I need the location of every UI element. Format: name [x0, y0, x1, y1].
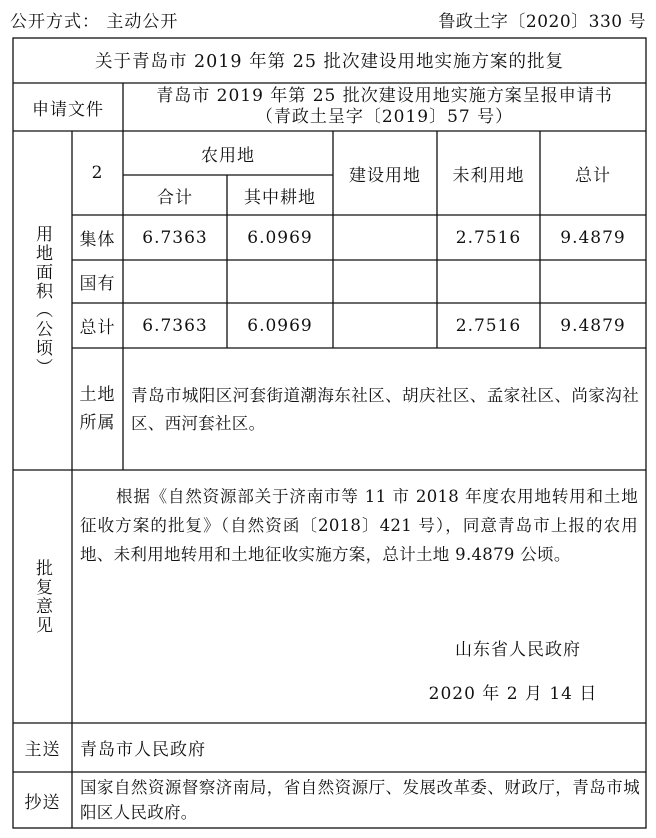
- table-cell: [123, 260, 227, 303]
- table-cell: 6.7363: [142, 227, 208, 248]
- row-label-state-owned: 国有: [79, 274, 116, 294]
- application-label: 申请文件: [32, 99, 104, 120]
- table-cell: 6.7363: [142, 315, 208, 336]
- row-label-collective: 集体: [79, 230, 116, 250]
- ownership-text: 青岛市城阳区河套街道潮海东社区、胡庆社区、孟家社区、尚家沟社区、西河套社区。: [131, 386, 639, 433]
- ownership-label-line-2: 所属: [79, 413, 116, 433]
- disclosure-method: 公开方式： 主动公开: [10, 12, 179, 32]
- col-header-unused: 未利用地: [452, 165, 525, 186]
- table-cell: 2.7516: [455, 315, 522, 336]
- application-line-2: （青政土呈字〔2019〕57 号）: [255, 107, 514, 127]
- document-title: 关于青岛市 2019 年第 25 批次建设用地实施方案的批复: [94, 52, 565, 72]
- document-number: 鲁政土字〔2020〕330 号: [438, 12, 646, 32]
- table-cell: 9.4879: [560, 227, 626, 248]
- main-recipient-text: 青岛市人民政府: [80, 740, 206, 760]
- approval-side-label: [13, 470, 72, 723]
- table-cell: 2.7516: [455, 227, 522, 248]
- col-header-total: 总计: [575, 165, 611, 186]
- table-cell: 9.4879: [560, 315, 626, 336]
- row-label-total: 总计: [79, 318, 116, 338]
- approval-text: 根据《自然资源部关于济南市等 11 市 2018 年度农用地转用和土地征收方案的批复》（自然资函〔2018〕421 号），同意青岛市上报的农用地、未利用地转用和土地征收实施方案，总计土地 9.4879 公顷。: [80, 487, 638, 564]
- table-cell: [540, 260, 646, 303]
- ownership-label: [72, 348, 123, 470]
- approval-date: 2020 年 2 月 14 日: [428, 683, 598, 704]
- col-header-construction: 建设用地: [349, 165, 421, 186]
- application-line-1: 青岛市 2019 年第 25 批次建设用地实施方案呈报申请书: [156, 86, 613, 106]
- main-recipient-label: 主送: [24, 740, 61, 760]
- col-header-agricultural: 农用地: [201, 145, 255, 166]
- table-cell: [333, 215, 437, 260]
- application-document: [123, 83, 646, 131]
- approval-signer: 山东省人民政府: [455, 639, 581, 660]
- table-cell: 6.0969: [247, 227, 313, 248]
- land-area-side-label: [13, 131, 72, 470]
- table-cell: 6.0969: [247, 315, 313, 336]
- table-cell: [227, 260, 333, 303]
- col-header-ag-total: 合计: [157, 187, 193, 208]
- land-area-side-text: 用地面积（公顷）: [32, 224, 52, 377]
- cc-text: 国家自然资源督察济南局，省自然资源厅、发展改革委、财政厅，青岛市城阳区人民政府。: [80, 778, 640, 822]
- col-header-arable: 其中耕地: [244, 187, 316, 208]
- table-cell: [437, 260, 540, 303]
- table-cell: [333, 303, 437, 348]
- cc-label: 抄送: [24, 792, 61, 813]
- table-cell: [333, 260, 437, 303]
- table-corner: 2: [91, 163, 104, 183]
- approval-side-text: 批复意见: [32, 558, 52, 635]
- ownership-label-line-1: 土地: [79, 385, 116, 405]
